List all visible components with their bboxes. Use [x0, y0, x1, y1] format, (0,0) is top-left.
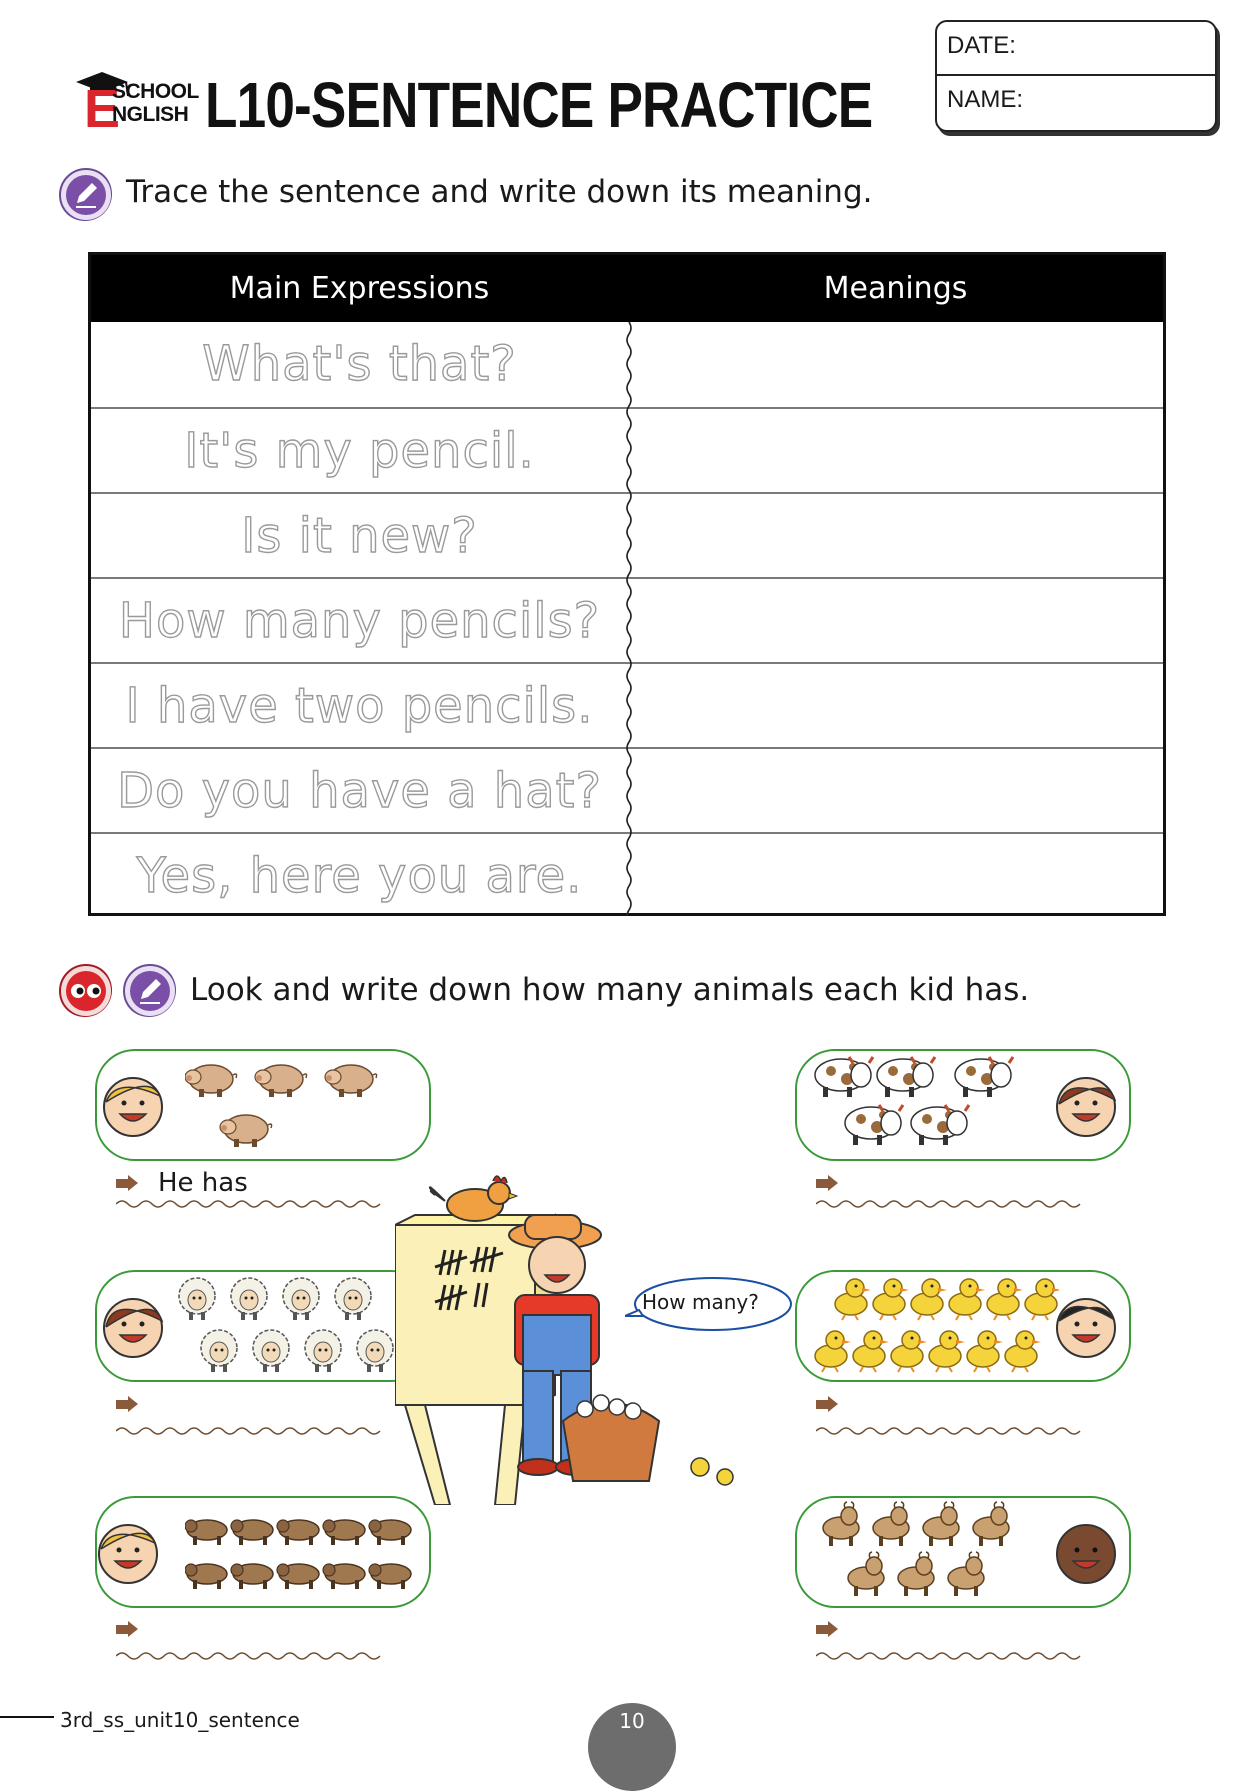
example-answer: He has — [158, 1168, 248, 1198]
animal-box-sheep — [95, 1270, 431, 1382]
answer-line[interactable] — [116, 1198, 412, 1210]
traced-expression: It's my pencil. — [184, 423, 535, 479]
animal-box-cows — [795, 1049, 1131, 1161]
table-header — [91, 255, 1163, 322]
goat-group — [819, 1500, 1019, 1606]
answer-line[interactable] — [816, 1650, 1112, 1662]
traced-expression: Do you have a hat? — [117, 763, 602, 819]
sheep-group — [175, 1274, 429, 1380]
animal-box-goats — [795, 1496, 1131, 1608]
date-field[interactable]: DATE: — [937, 22, 1215, 76]
logo-school-text: SCHOOL — [112, 80, 199, 103]
wavy-column-divider — [624, 322, 634, 916]
page-title: L10-SENTENCE PRACTICE — [205, 69, 873, 141]
pointer-icon — [116, 1175, 140, 1193]
answer-line[interactable] — [816, 1425, 1112, 1437]
pig-group — [185, 1059, 425, 1155]
duck-group — [809, 1274, 1059, 1380]
pointer-icon — [816, 1396, 840, 1414]
girl-face-icon — [97, 1523, 159, 1585]
col-header-meanings: Meanings — [823, 271, 968, 306]
col-header-expressions: Main Expressions — [229, 271, 490, 306]
traced-expression: I have two pencils. — [125, 678, 594, 734]
page-number: 10 — [588, 1703, 676, 1791]
instruction-trace: Trace the sentence and write down its meaning. — [126, 174, 873, 210]
answer-line[interactable] — [816, 1198, 1112, 1210]
school-english-logo — [72, 70, 199, 139]
eyes-badge-icon — [58, 963, 112, 1017]
answer-line[interactable] — [116, 1425, 412, 1437]
logo-big-letter: E — [84, 79, 121, 139]
boy-face-icon — [1055, 1523, 1117, 1585]
traced-expression: Is it new? — [241, 508, 478, 564]
animal-box-dogs — [95, 1496, 431, 1608]
date-name-box — [935, 20, 1217, 132]
pencil-badge-icon — [58, 167, 112, 221]
pointer-icon — [116, 1621, 140, 1639]
cow-group — [811, 1051, 1051, 1161]
traced-expression: What's that? — [202, 336, 517, 392]
girl-face-icon — [1055, 1076, 1117, 1138]
traced-expression: How many pencils? — [118, 593, 601, 649]
instruction-count-animals: Look and write down how many animals each kid has. — [190, 972, 1030, 1008]
name-field[interactable]: NAME: — [947, 86, 1024, 113]
animal-box-pigs — [95, 1049, 431, 1161]
speech-bubble-text: How many? — [642, 1290, 759, 1314]
pointer-icon — [816, 1621, 840, 1639]
animal-box-ducks — [795, 1270, 1131, 1382]
logo-english-text: NGLISH — [112, 103, 189, 126]
boy-face-icon — [102, 1076, 164, 1138]
girl-face-icon — [102, 1297, 164, 1359]
footer-line — [0, 1716, 54, 1718]
dog-group — [185, 1512, 429, 1602]
boy-face-icon — [1055, 1297, 1117, 1359]
pointer-icon — [116, 1396, 140, 1414]
traced-expression: Yes, here you are. — [136, 848, 583, 904]
footer-file-label: 3rd_ss_unit10_sentence — [60, 1708, 300, 1732]
expressions-table — [88, 252, 1166, 916]
pencil-badge-icon — [122, 963, 176, 1017]
answer-line[interactable] — [116, 1650, 412, 1662]
pointer-icon — [816, 1175, 840, 1193]
